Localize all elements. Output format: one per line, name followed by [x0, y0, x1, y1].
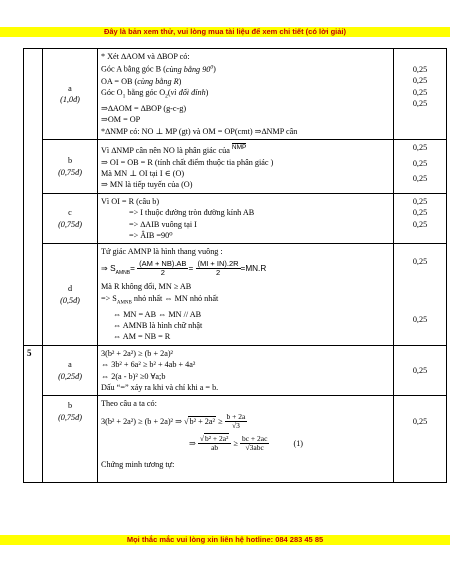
solution-line: *∆NMP có: NO ⊥ MP (gt) và OM = OP(cmt) ⇒∆NMP cân [101, 126, 298, 136]
score-value: 0,25 [412, 257, 428, 267]
part-cell [43, 193, 98, 244]
part-label: a [68, 360, 72, 370]
score-value: 0,25 [412, 174, 428, 184]
solution-line: => ÂIB =90⁰ [129, 231, 173, 241]
part-points: (1,0đ) [60, 95, 80, 105]
fraction [240, 435, 269, 453]
solution-line: Theo câu a ta có: [101, 399, 157, 409]
score-value: 0,25 [412, 417, 428, 427]
table-row [24, 140, 447, 194]
solution-line: Dấu “=” xảy ra khi và chỉ khi a = b. [101, 382, 219, 392]
score-value: 0,25 [412, 314, 428, 324]
solution-line: ⇒OM = OP [101, 115, 141, 125]
part-label: b [67, 401, 73, 411]
solution-line: OA = OB (cùng bằng R) [101, 76, 182, 86]
solution-line: * Xét ∆AOM và ∆BOP có: [101, 52, 190, 61]
solution-line: ⇔ MN = AB ⇔ MN // AB [113, 309, 202, 319]
solution-line: Góc A bằng góc B (cùng bằng $90^0$) [101, 64, 216, 75]
equation-number: (1) [293, 438, 304, 448]
angle-label: NMP [231, 144, 247, 152]
solution-table [23, 48, 447, 483]
solution-line: Vì OI = R (câu b) [101, 196, 160, 206]
score-value: 0,25 [412, 65, 428, 74]
solution-cell [98, 345, 394, 396]
denominator: √3abc [245, 443, 264, 453]
solution-text: nhỏ nhất ⇔ MN nhỏ nhất [131, 293, 219, 303]
solution-cell [98, 140, 394, 194]
part-label: b [67, 156, 73, 166]
table-row [24, 244, 447, 345]
denominator: 2 [215, 268, 221, 278]
solution-line: ⇔ 3b² + 6a² ≥ b² + 4ab + 4a² [101, 360, 196, 370]
hotline-text: Mọi thắc mắc vui lòng xin liên hệ hotline: 084 283 45 85 [126, 535, 324, 544]
part-cell [43, 345, 98, 396]
solution-cell [98, 193, 394, 244]
solution-text: 3(b² + 2a²) ≥ (b + 2a)² ⇒ [101, 416, 182, 426]
solution-line: Tứ giác AMNP là hình thang vuông : [101, 247, 223, 257]
inequality-line: ⇒ $\frac{\text{√b² + 2a²}}{ab}$ ≥ $\frac{bc + 2ac}{\text{√3abc}}$ (1) [189, 433, 304, 453]
solution-line: => I thuộc đường tròn đường kính AB [129, 208, 255, 218]
part-points: (0,5đ) [60, 295, 80, 305]
score-value: 0,25 [412, 76, 428, 86]
solution-line: => ∆AIB vuông tại I [129, 219, 197, 229]
radicand: b² + 2a² [189, 416, 215, 426]
table-row [24, 49, 447, 140]
score-value: 0,25 [412, 219, 428, 229]
part-cell [43, 49, 98, 140]
solution-line: Góc $O_1$ bằng góc $O_2(vì$ đối đỉnh) [101, 87, 209, 100]
part-cell [43, 396, 98, 483]
score-value: 0,25 [412, 143, 428, 153]
area-formula: ⇒ $S_{AMNB}=$ $\frac{(AM + NB).AB}{2}$ = $\frac{(MI + IN).2R}{2}$ =MN.R [101, 258, 267, 278]
fraction [137, 260, 188, 278]
numerator: (AM + NB).AB [139, 258, 187, 268]
question-number-cell: 5 [24, 345, 43, 482]
question-number-cell [24, 49, 43, 346]
score-cell [394, 193, 447, 244]
numerator: b + 2a [226, 411, 246, 421]
formula-tail: =MN.R [240, 264, 267, 274]
part-cell [43, 140, 98, 194]
score-value: 0,25 [412, 196, 428, 206]
part-cell [43, 244, 98, 345]
score-cell [394, 49, 447, 140]
denominator: √3 [232, 421, 240, 431]
contact-hotline-banner [0, 535, 450, 545]
solution-line [101, 142, 390, 156]
solution-line: ⇔ AM = NB = R [113, 332, 171, 342]
score-cell [394, 244, 447, 345]
preview-notice-text: Đây là bản xem thử, vui lòng mua tài liệu để xem chi tiết (có lời giải) [103, 27, 347, 36]
denominator-value: 3abc [249, 443, 264, 453]
part-points: (0,25đ) [58, 371, 82, 381]
solution-line: ⇒ MN là tiếp tuyến của (O) [101, 180, 193, 190]
part-points: (0,75đ) [58, 219, 82, 229]
fraction [196, 260, 241, 278]
denominator: ab [211, 443, 219, 453]
score-value: 0,25 [412, 365, 428, 375]
score-value: 0,25 [412, 158, 428, 168]
score-cell [394, 140, 447, 194]
solution-text: Vì ∆NMP cân nên NO là phân giác của [101, 146, 230, 156]
solution-text: => S [101, 293, 117, 303]
table-row [24, 345, 447, 396]
table-row [24, 396, 447, 483]
denominator: 2 [160, 268, 165, 278]
part-label: a [68, 83, 72, 93]
solution-line: ⇔ AMNB là hình chữ nhật [113, 320, 203, 330]
solution-line: ⇒∆AOM = ∆BOP (g-c-g) [101, 104, 187, 113]
table-row [24, 193, 447, 244]
solution-line [101, 293, 390, 309]
numerator: bc + 2ac [241, 433, 268, 443]
part-points: (0,75đ) [58, 167, 82, 177]
solution-line: Mà MN ⊥ OI tại I ∈ (O) [101, 169, 185, 179]
numerator: √b² + 2a² [198, 435, 231, 445]
score-cell [394, 345, 447, 396]
solution-cell [98, 244, 394, 345]
preview-notice-banner [0, 27, 450, 37]
solution-subscript: AMNB [116, 300, 132, 306]
score-value: 0,25 [412, 208, 428, 218]
solution-line: 3(b² + 2a²) ≥ (b + 2a)² [101, 348, 174, 358]
part-label: d [67, 284, 73, 294]
score-cell [394, 396, 447, 483]
numerator: (MI + IN).2R [197, 258, 239, 268]
radicand: b² + 2a² [205, 433, 229, 443]
formula-sub: AMNB [115, 269, 131, 276]
denominator-value: 3 [236, 421, 240, 431]
solution-line: ⇔ 2(a - b)² ≥0 ∀a;b [101, 371, 166, 381]
fraction [225, 413, 248, 431]
solution-line: Chứng minh tương tự: [101, 459, 175, 469]
score-value: 0,25 [412, 99, 428, 109]
formula-s: S [110, 264, 116, 274]
solution-cell [98, 49, 394, 140]
part-points: (0,75đ) [58, 412, 82, 422]
inequality-line: 3(b² + 2a²) ≥ (b + 2a)² ⇒ √b² + 2a² ≥ $\frac{b + 2a}{√3}$ [101, 411, 246, 431]
fraction [198, 435, 231, 453]
part-label: c [68, 208, 72, 218]
solution-line: Mà R không đổi, MN ≥ AB [101, 282, 192, 292]
solution-cell [98, 396, 394, 483]
score-value: 0,25 [412, 87, 428, 97]
solution-line: ⇒ OI = OB = R (tính chất điểm thuộc tia phân giác ) [101, 157, 274, 167]
